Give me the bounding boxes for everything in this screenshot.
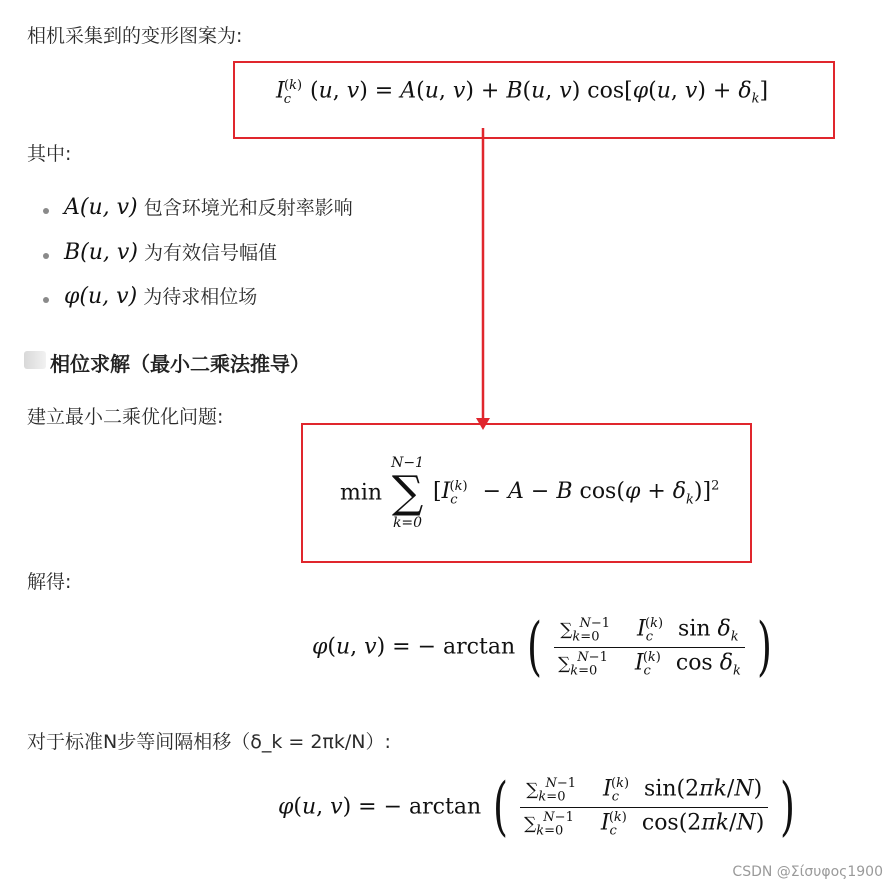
standard-intro-text: 对于标准N步等间隔相移（δ_k = 2πk/N）: — [27, 731, 391, 753]
bullet-item-1: A(u, v) 包含环境光和反射率影响 — [64, 195, 353, 220]
where-text: 其中: — [27, 143, 72, 165]
section-heading: 相位求解（最小二乘法推导） — [50, 352, 310, 376]
intro-text: 相机采集到的变形图案为: — [27, 25, 243, 47]
equation-phase-solution: φ(u, v) = − arctan ( $\frac{\sum_{k=0}^{N-1} I_c^{(k)} \sin \delta_k}{\sum_{k=0}^{N-1} I_c^{(k)} \cos \delta_k}$ ) — [312, 610, 772, 684]
bullet-item-3: φ(u, v) 为待求相位场 — [64, 284, 258, 309]
equation-least-squares: min N−1 ∑ k=0 [$I_c^{(k)} - A - B$ $\cos(\varphi + \delta_k)]^2$ — [340, 455, 720, 531]
lsq-intro-text: 建立最小二乘优化问题: — [27, 406, 224, 428]
solve-intro-text: 解得: — [27, 571, 72, 593]
watermark: CSDN @Σίσυφος1900 — [732, 864, 883, 880]
bullet-item-2: B(u, v) 为有效信号幅值 — [64, 240, 277, 265]
equation-standard-phase: φ(u, v) = − arctan ( $\frac{\sum_{k=0}^{N-1} I_c^{(k)} \sin(2\pi k/N)}{\sum_{k=0}^{N-1} I_c^{(k)} \cos(2\pi k/N)}$ ) — [278, 770, 796, 844]
equation-intensity: $I_c^{(k)}$ (u, v) = A(u, v) + B(u, v) cos[φ(u, $v) + \delta_k$] — [276, 78, 769, 107]
